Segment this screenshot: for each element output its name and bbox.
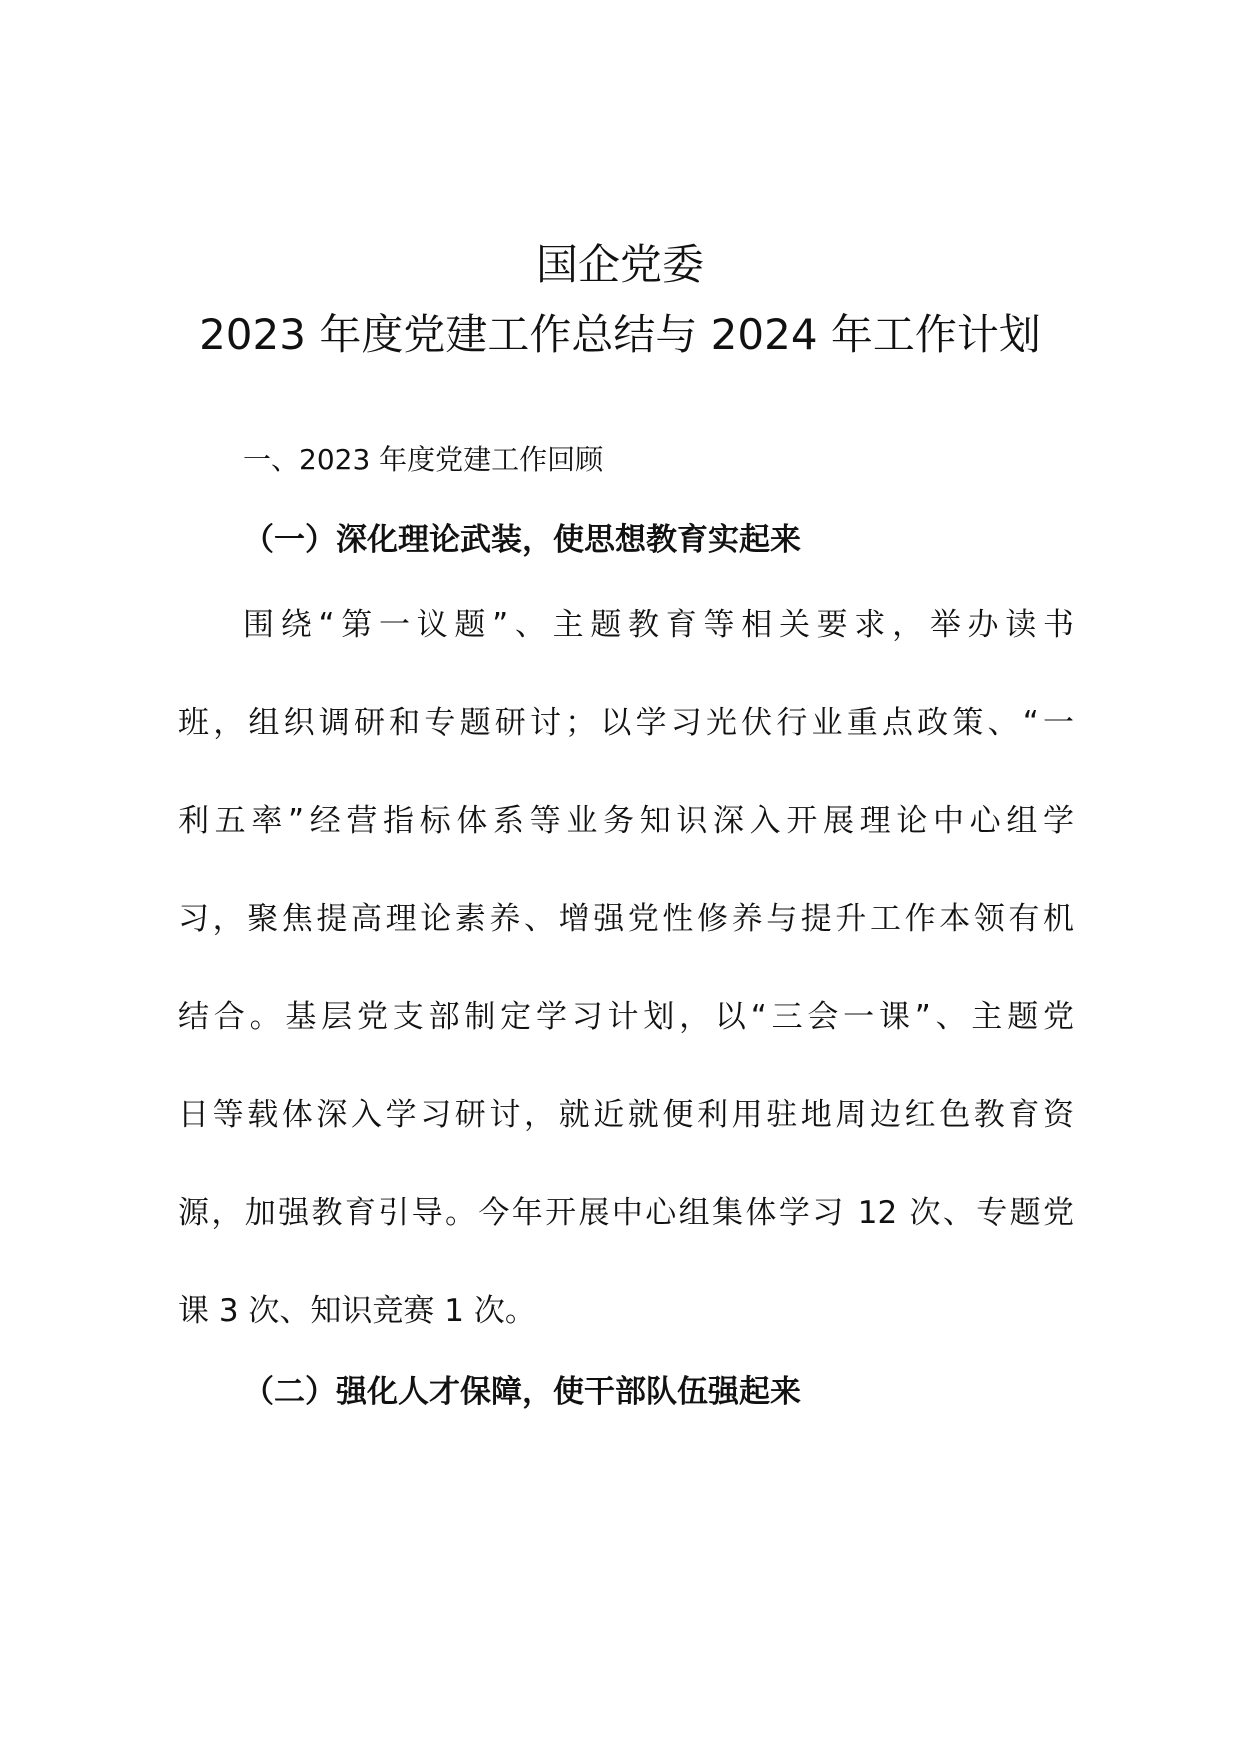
subsection-heading-2: （二）强化人才保障，使干部队伍强起来 <box>243 1374 801 1410</box>
paragraph-line: 日等载体深入学习研讨，就近就便利用驻地周边红色教育资 <box>178 1097 1074 1133</box>
section-heading-1: 一、2023 年度党建工作回顾 <box>243 443 604 476</box>
paragraph-line: 利五率”经营指标体系等业务知识深入开展理论中心组学 <box>178 803 1074 839</box>
paragraph-line: 源，加强教育引导。今年开展中心组集体学习 12 次、专题党 <box>178 1195 1074 1231</box>
paragraph-line: 结合。基层党支部制定学习计划，以“三会一课”、主题党 <box>178 999 1074 1035</box>
subsection-heading-1: （一）深化理论武装，使思想教育实起来 <box>243 522 801 558</box>
paragraph-line: 习，聚焦提高理论素养、增强党性修养与提升工作本领有机 <box>178 901 1074 937</box>
paragraph-line: 班，组织调研和专题研讨；以学习光伏行业重点政策、“一 <box>178 705 1074 741</box>
document-title-line1: 国企党委 <box>535 240 704 289</box>
paragraph-line: 课 3 次、知识竞赛 1 次。 <box>178 1293 536 1329</box>
document-title-line2: 2023 年度党建工作总结与 2024 年工作计划 <box>199 310 1041 359</box>
paragraph-line: 围绕“第一议题”、主题教育等相关要求，举办读书 <box>243 607 1074 643</box>
